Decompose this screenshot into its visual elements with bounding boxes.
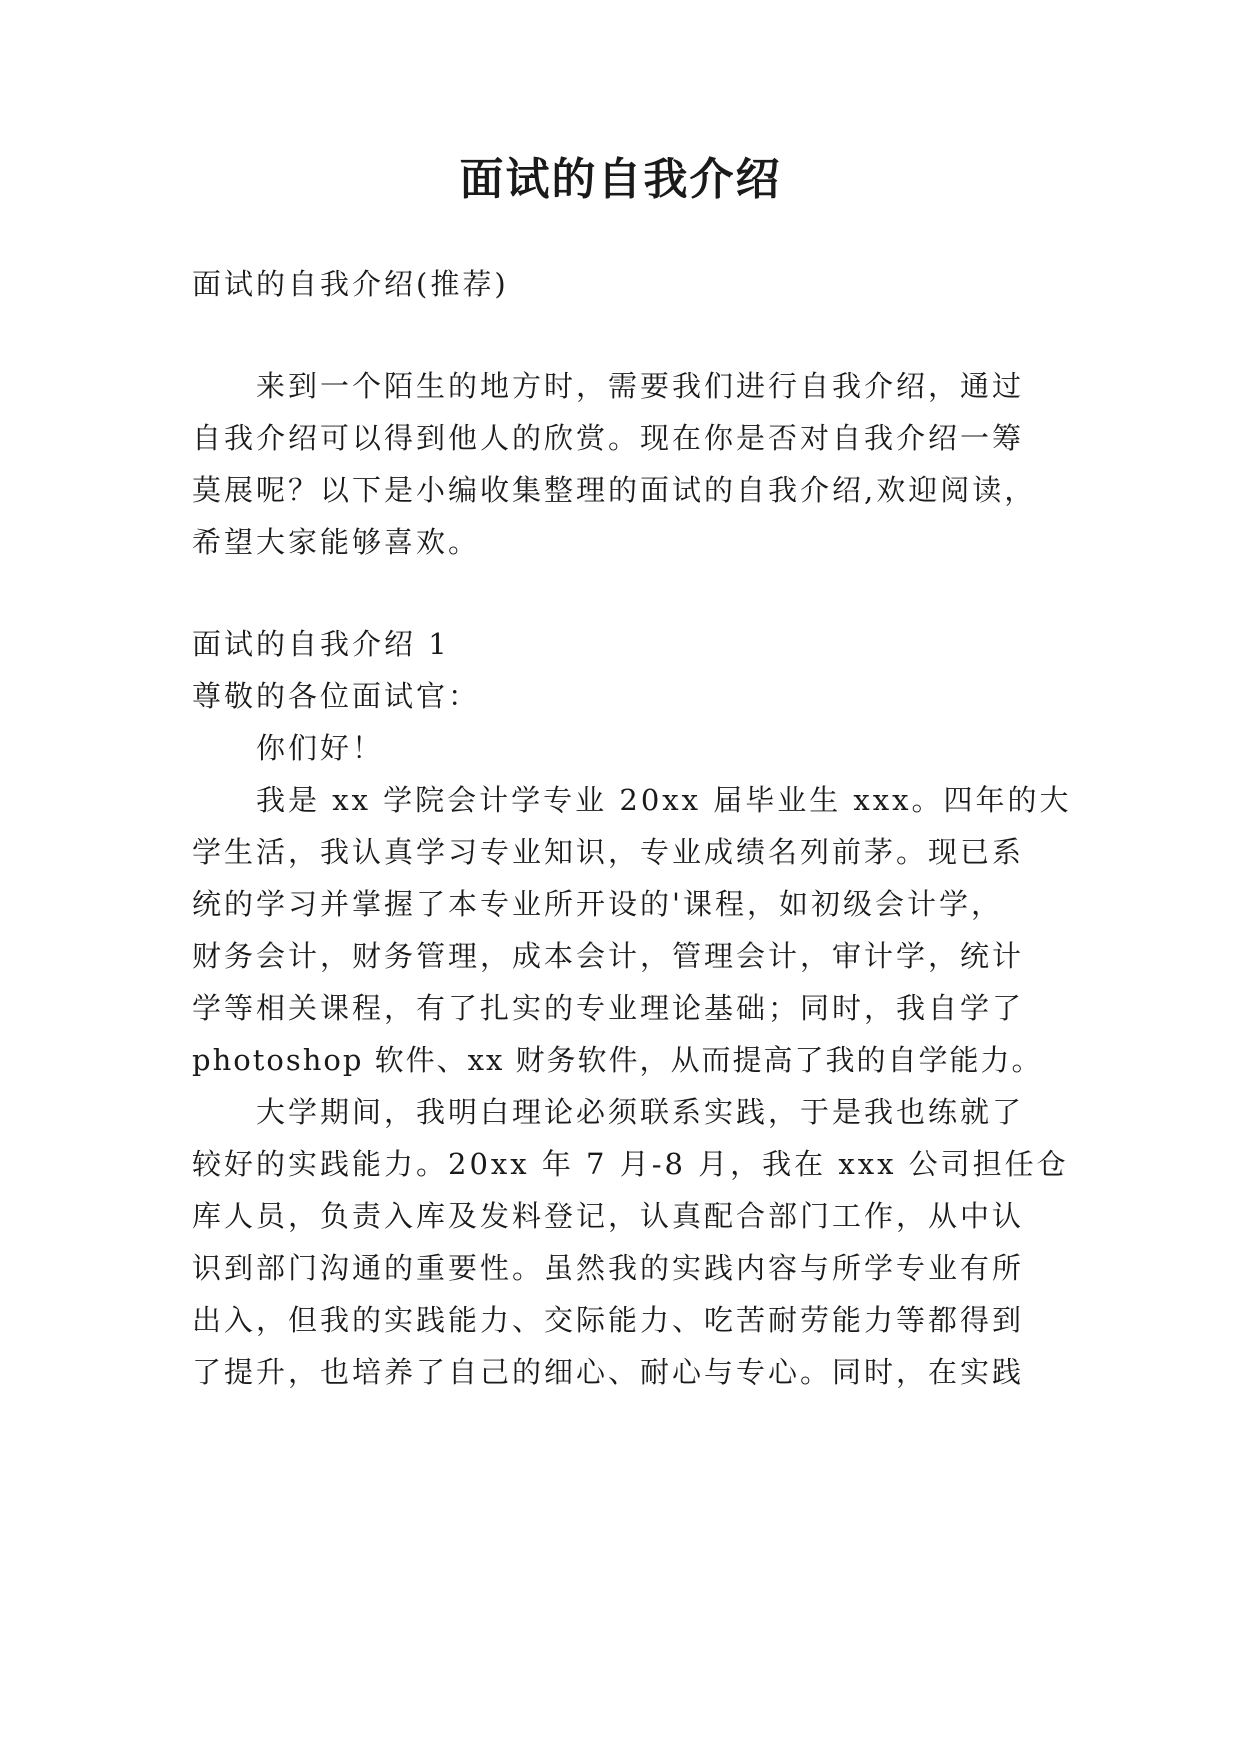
paragraph1-line-1: 我是 xx 学院会计学专业 20xx 届毕业生 xxx。四年的大 [256,783,1072,817]
greeting: 你们好！ [256,731,385,765]
paragraph1-line-2: 学生活，我认真学习专业知识，专业成绩名列前茅。现已系 [192,835,1025,869]
section-heading: 面试的自我介绍 1 [192,627,450,661]
paragraph2-line-2: 较好的实践能力。20xx 年 7 月-8 月，我在 xxx 公司担任仓 [192,1147,1069,1181]
intro-line-3: 莫展呢？以下是小编收集整理的面试的自我介绍,欢迎阅读， [192,473,1037,507]
document-subtitle: 面试的自我介绍(推荐) [192,267,509,301]
paragraph1-line-5: 学等相关课程，有了扎实的专业理论基础；同时，我自学了 [192,991,1025,1025]
paragraph2-line-3: 库人员，负责入库及发料登记，认真配合部门工作，从中认 [192,1199,1025,1233]
paragraph2-line-4: 识到部门沟通的重要性。虽然我的实践内容与所学专业有所 [192,1251,1025,1285]
paragraph2-line-5: 出入，但我的实践能力、交际能力、吃苦耐劳能力等都得到 [192,1303,1025,1337]
paragraph2-line-6: 了提升，也培养了自己的细心、耐心与专心。同时，在实践 [192,1355,1025,1389]
paragraph1-line-4: 财务会计，财务管理，成本会计，管理会计，审计学，统计 [192,939,1025,973]
intro-line-4: 希望大家能够喜欢。 [192,525,481,559]
intro-line-1: 来到一个陌生的地方时，需要我们进行自我介绍，通过 [256,369,1025,403]
intro-line-2: 自我介绍可以得到他人的欣赏。现在你是否对自我介绍一筹 [192,421,1025,455]
paragraph1-line-6: photoshop 软件、xx 财务软件，从而提高了我的自学能力。 [192,1043,1043,1077]
salutation: 尊敬的各位面试官： [192,679,481,713]
document-title: 面试的自我介绍 [459,154,782,205]
paragraph2-line-1: 大学期间，我明白理论必须联系实践，于是我也练就了 [256,1095,1025,1129]
paragraph1-line-3: 统的学习并掌握了本专业所开设的'课程，如初级会计学， [192,887,1003,921]
